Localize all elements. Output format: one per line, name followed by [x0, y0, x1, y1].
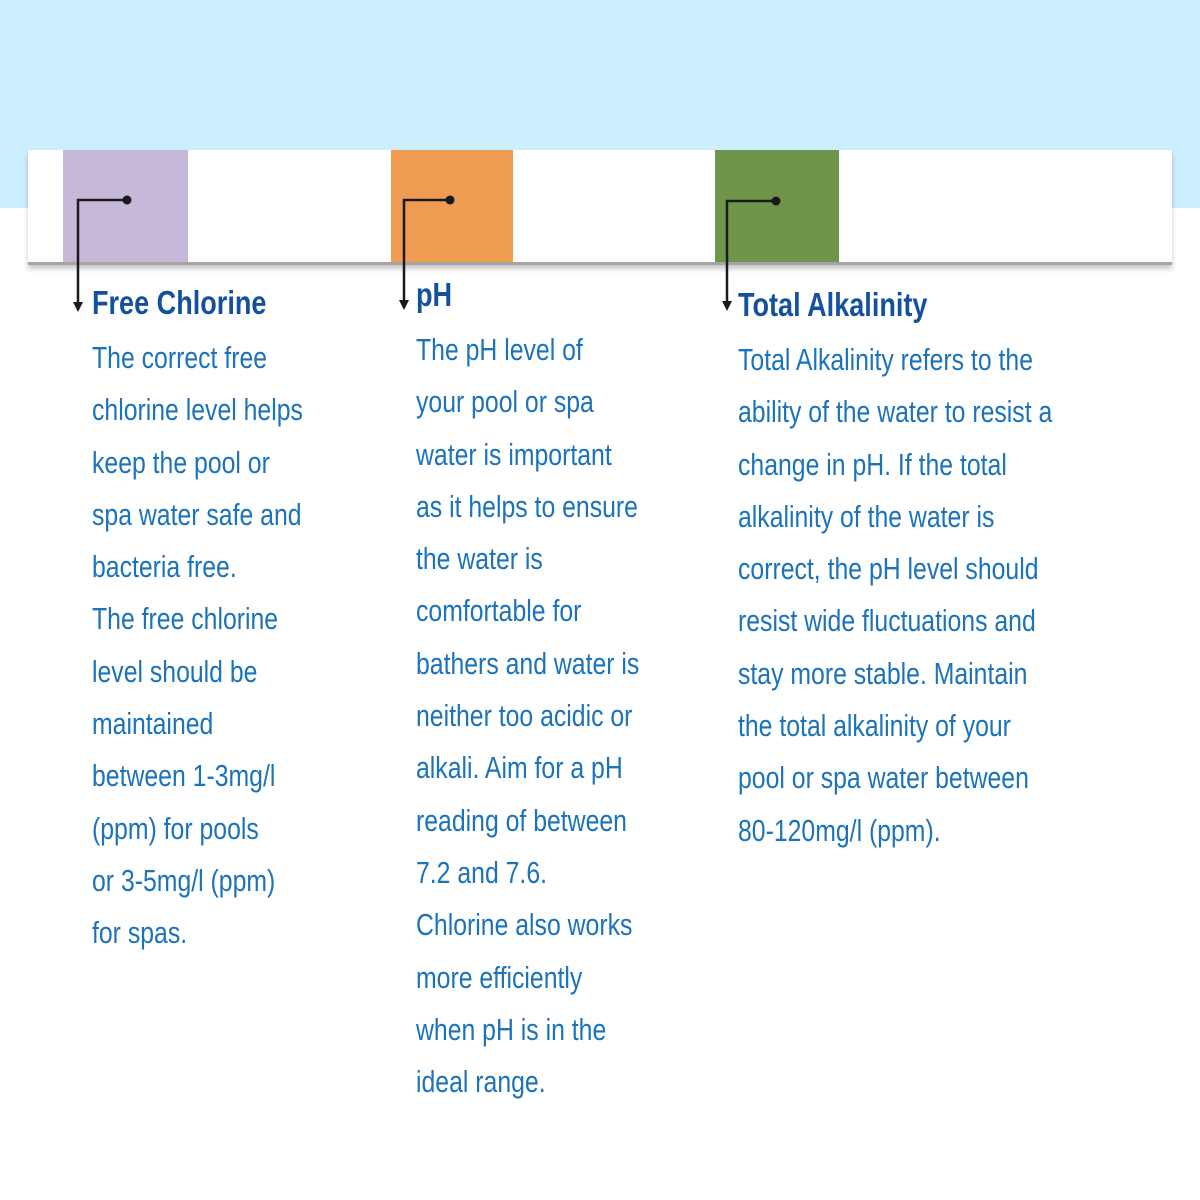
total-alkalinity-section — [738, 282, 1178, 857]
free-chlorine-section — [92, 280, 392, 960]
ph-description: The pH level of your pool or spa water is important as it helps to ensure the water is comfortable for bathers and water is neither too acidic or alkali. Aim for a pH reading of between 7.2 and 7.6. Chlorine also works more efficiently when pH is in the ideal range. — [416, 332, 640, 1100]
total-alkalinity-heading: Total Alkalinity — [738, 286, 928, 323]
free-chlorine-description: The correct free chlorine level helps keep the pool or spa water safe and bacteria free. The free chlorine level should be maintained between 1-3mg/l (ppm) for pools or 3-5mg/l (ppm) for spas. — [92, 340, 303, 951]
ph-heading: pH — [416, 276, 453, 313]
test-strip — [28, 150, 1172, 265]
total-alkalinity-description: Total Alkalinity refers to the ability of the water to resist a change in pH. If the total alkalinity of the water is correct, the pH level should resist wide fluctuations and stay more stable. Maintain the total alkalinity of your pool or spa water between 80-120mg/l (ppm). — [738, 342, 1053, 848]
free-chlorine-pad — [63, 150, 188, 262]
ph-section — [416, 272, 716, 1108]
ph-pad — [391, 150, 513, 262]
free-chlorine-heading: Free Chlorine — [92, 284, 267, 321]
total-alkalinity-pad — [715, 150, 839, 262]
